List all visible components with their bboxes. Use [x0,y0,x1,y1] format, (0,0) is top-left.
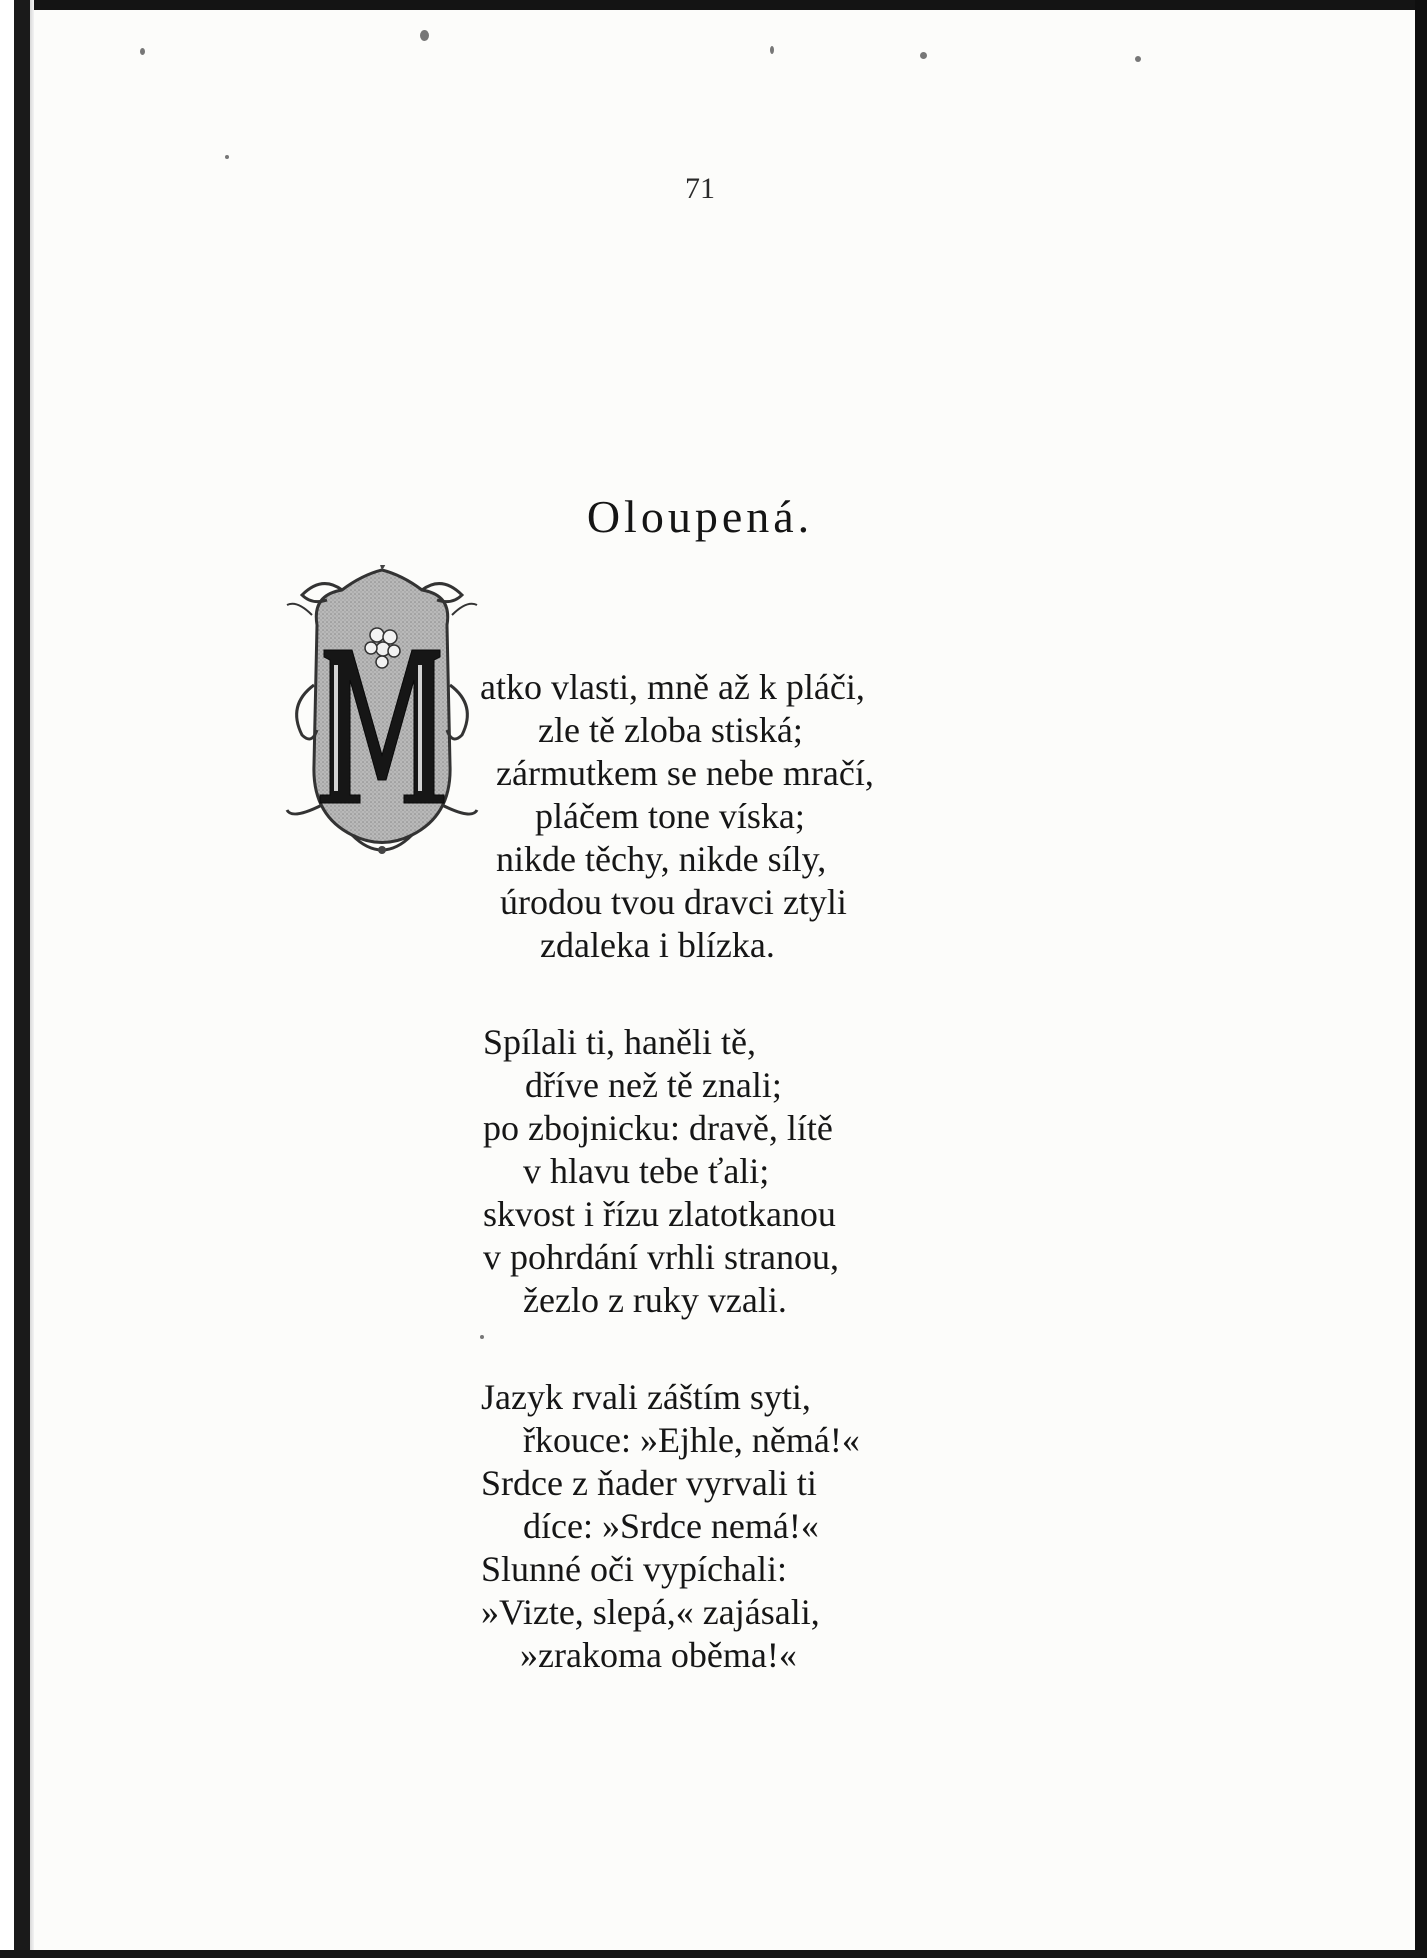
verse-line: nikde těchy, nikde síly, [496,839,827,879]
verse-line: »Vizte, slepá,« zajásali, [481,1592,820,1632]
scan-edge-top [0,0,1427,10]
verse-line: úrodou tvou dravci ztyli [500,882,847,922]
scan-speck [225,155,229,159]
verse-line: skvost i řízu zlatotkanou [483,1194,836,1234]
verse-line: Spílali ti, haněli tě, [483,1022,756,1062]
verse-line: »zrakoma oběma!« [520,1635,797,1675]
verse-line: Jazyk rvali záštím syti, [481,1377,811,1417]
verse-line: díce: »Srdce nemá!« [523,1506,819,1546]
verse-line: Slunné oči vypíchali: [481,1549,787,1589]
verse-line: atko vlasti, mně až k pláči, [480,667,865,707]
verse-line: dříve než tě znali; [525,1065,782,1105]
verse-line: v pohrdání vrhli stranou, [483,1237,839,1277]
scan-speck [480,1335,484,1339]
page-number: 71 [685,172,715,205]
scan-speck [420,30,429,41]
scan-edge-bottom [0,1950,1427,1958]
scan-edge-left [0,0,34,1958]
scan-speck [920,52,927,59]
scan-edge-right [1415,0,1427,1958]
scan-speck [1135,56,1141,62]
verse-line: pláčem tone víska; [535,796,805,836]
verse-line: zle tě zloba stiská; [538,710,803,750]
verse-line: v hlavu tebe ťali; [523,1151,770,1191]
verse-line: po zbojnicku: dravě, lítě [483,1108,833,1148]
verse-line: Srdce z ňader vyrvali ti [481,1463,817,1503]
scan-speck [770,46,774,54]
ornate-initial-m-icon [282,565,482,865]
poem-title: Oloupená. [586,491,814,542]
verse-line: zdaleka i blízka. [540,925,775,965]
verse-line: zármutkem se nebe mračí, [496,753,874,793]
verse-line: žezlo z ruky vzali. [523,1280,787,1320]
scan-speck [140,48,145,55]
verse-line: řkouce: »Ejhle, němá!« [523,1420,860,1460]
